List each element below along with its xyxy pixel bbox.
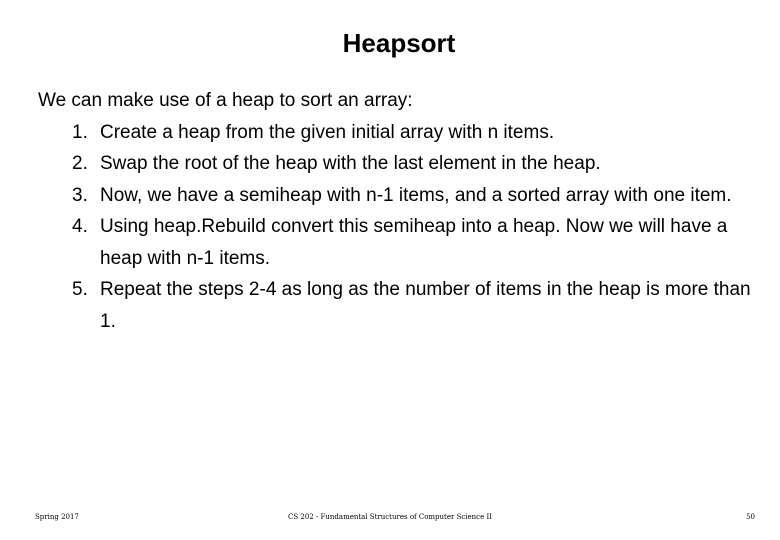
step-number: 1. <box>72 121 88 143</box>
step-number: 4. <box>72 216 88 237</box>
steps-list <box>38 117 758 338</box>
slide-body <box>38 85 758 337</box>
step-text: Using heap.Rebuild convert this semiheap into a heap. Now we will have a heap with n-1 items. <box>100 216 728 269</box>
intro-text: We can make use of a heap to sort an array: <box>38 90 413 111</box>
footer-course: CS 202 - Fundamental Structures of Computer Science II <box>287 513 492 521</box>
step-item <box>38 148 758 180</box>
step-item <box>38 274 758 337</box>
footer-date: Spring 2017 <box>35 513 79 521</box>
step-number: 2. <box>72 153 88 174</box>
step-number: 3. <box>72 184 88 206</box>
step-text: Create a heap from the given initial array with n items. <box>100 121 555 143</box>
step-number: 5. <box>72 279 88 300</box>
step-item <box>38 180 758 212</box>
step-text: Now, we have a semiheap with n-1 items, and a sorted array with one item. <box>100 184 732 206</box>
step-item <box>38 211 758 274</box>
footer-page-number: 50 <box>746 513 755 521</box>
step-text: Repeat the steps 2-4 as long as the number of items in the heap is more than 1. <box>100 279 751 332</box>
step-item <box>38 117 758 149</box>
step-text: Swap the root of the heap with the last element in the heap. <box>100 153 601 174</box>
slide-title: Heapsort <box>342 28 456 58</box>
